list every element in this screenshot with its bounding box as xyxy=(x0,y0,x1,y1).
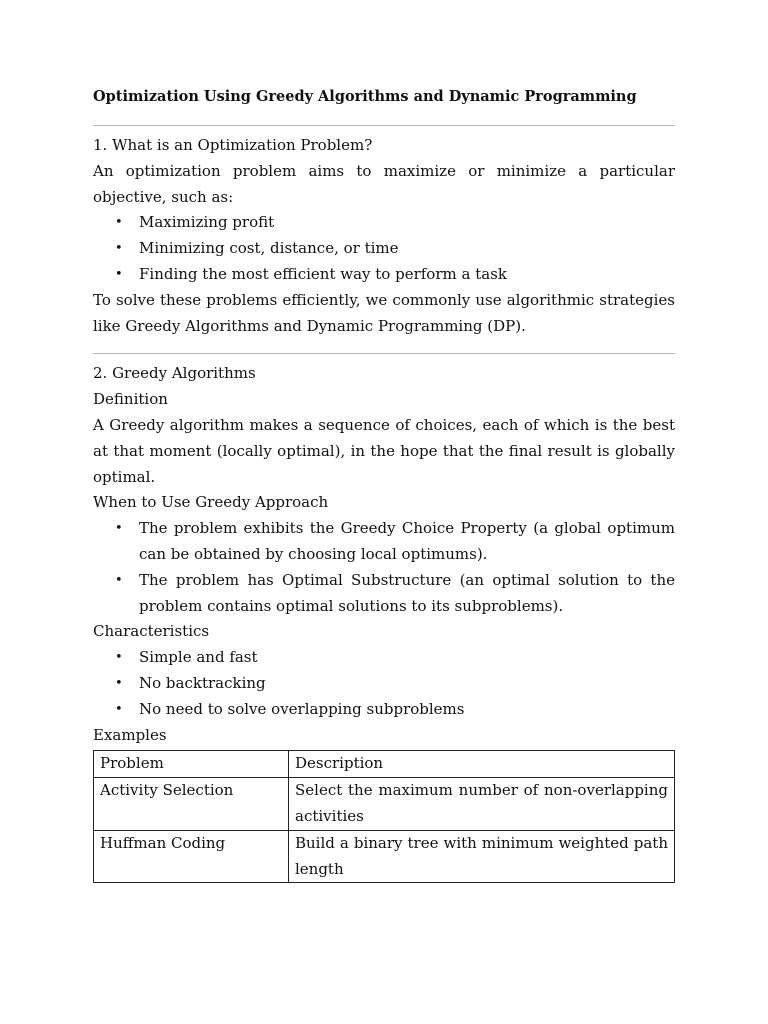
list-item: • Simple and fast xyxy=(93,645,675,671)
list-item: • The problem has Optimal Substructure (an optimal solution to the problem contains optimal solutions to its subproblems). xyxy=(93,568,675,620)
bullet-icon: • xyxy=(115,650,123,666)
table-header-cell: Description xyxy=(289,751,675,778)
document-page xyxy=(93,84,675,883)
table-cell: Huffman Coding xyxy=(94,830,289,883)
bullet-icon: • xyxy=(115,215,123,231)
section-1-intro: An optimization problem aims to maximize or minimize a particular objective, such as: xyxy=(93,161,675,206)
list-item: • No backtracking xyxy=(93,671,675,697)
divider xyxy=(93,353,675,354)
section-1-outro: To solve these problems efficiently, we commonly use algorithmic strategies like Greedy Algorithms and Dynamic Programming (DP). xyxy=(93,290,675,335)
bullet-icon: • xyxy=(115,572,123,588)
when-to-use-bullet-list xyxy=(93,516,675,619)
bullet-icon: • xyxy=(115,241,123,257)
table-header-row xyxy=(94,751,675,778)
list-item: • The problem exhibits the Greedy Choice Property (a global optimum can be obtained by choosing local optimums). xyxy=(93,516,675,568)
section-1-bullet-list xyxy=(93,210,675,287)
examples-label: Examples xyxy=(93,725,167,744)
list-item: • Maximizing profit xyxy=(93,210,675,236)
table-cell: Activity Selection xyxy=(94,778,289,831)
list-item: • No need to solve overlapping subproblems xyxy=(93,697,675,723)
examples-table xyxy=(93,750,675,883)
bullet-icon: • xyxy=(115,675,123,691)
bullet-icon: • xyxy=(115,701,123,717)
when-to-use-label: When to Use Greedy Approach xyxy=(93,493,329,512)
characteristics-bullet-list xyxy=(93,645,675,722)
table-cell: Select the maximum number of non-overlapping activities xyxy=(289,778,675,831)
bullet-icon: • xyxy=(115,521,123,537)
document-title: Optimization Using Greedy Algorithms and Dynamic Programming xyxy=(93,88,637,105)
section-1-heading: 1. What is an Optimization Problem? xyxy=(93,136,373,154)
table-cell: Build a binary tree with minimum weighted path length xyxy=(289,830,675,883)
definition-text: A Greedy algorithm makes a sequence of choices, each of which is the best at that moment (locally optimal), in the hope that the final result is globally optimal. xyxy=(93,415,675,486)
bullet-icon: • xyxy=(115,266,123,282)
section-2-heading: 2. Greedy Algorithms xyxy=(93,364,256,383)
list-item: • Finding the most efficient way to perform a task xyxy=(93,262,675,288)
list-item: • Minimizing cost, distance, or time xyxy=(93,236,675,262)
table-row xyxy=(94,778,675,831)
divider xyxy=(93,125,675,126)
characteristics-label: Characteristics xyxy=(93,622,210,641)
definition-label: Definition xyxy=(93,390,168,409)
table-header-cell: Problem xyxy=(94,751,289,778)
table-row xyxy=(94,830,675,883)
